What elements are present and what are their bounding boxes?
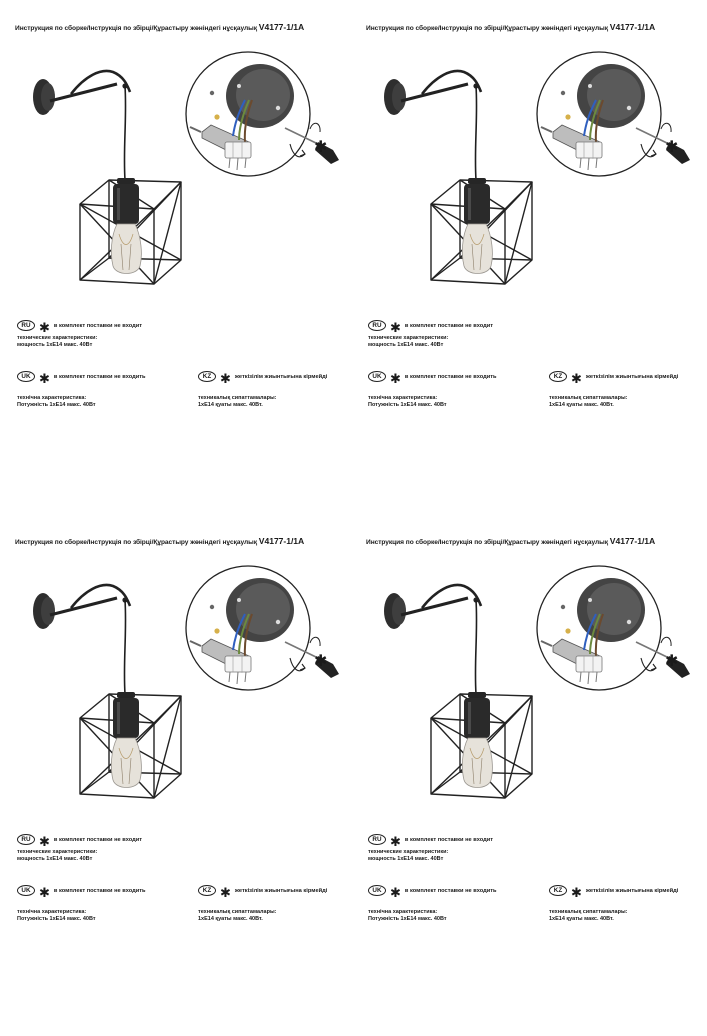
ru-spec-value: мощность 1xE14 макс. 40Вт — [17, 856, 93, 863]
star-icon: ✱ — [390, 371, 401, 386]
ru-not-included-text: в комплект поставки не входит — [53, 836, 143, 843]
ru-spec-value: мощность 1xE14 макс. 40Вт — [368, 856, 444, 863]
kz-badge: KZ — [549, 885, 567, 896]
star-icon: ✱ — [220, 885, 231, 900]
title-text: Инструкция по сборке/Інструкція по збірці/Құрастыру жөніндегі нұсқаулық — [15, 25, 259, 32]
ru-spec-value: мощность 1xE14 макс. 40Вт — [17, 342, 93, 349]
uk-spec-value: Потужність 1xE14 макс. 40Вт — [17, 402, 96, 409]
ru-not-included-text: в комплект поставки не входит — [404, 836, 494, 843]
star-icon: ✱ — [220, 371, 231, 386]
uk-not-included-text: в комплект поставки не входить — [404, 887, 497, 894]
panel-title — [366, 536, 702, 546]
instruction-panel-top-left — [13, 22, 353, 522]
ru-not-included-row — [368, 320, 494, 335]
uk-spec-value: Потужність 1xE14 макс. 40Вт — [368, 402, 447, 409]
kz-spec-title: техникалық сипаттамалары: — [549, 395, 628, 401]
uk-not-included-row — [17, 885, 146, 900]
star-icon: ✱ — [39, 320, 50, 335]
uk-specs — [17, 909, 96, 924]
star-icon: ✱ — [665, 653, 679, 670]
kz-badge: KZ — [198, 885, 216, 896]
uk-not-included-text: в комплект поставки не входить — [404, 373, 497, 380]
star-icon: ✱ — [571, 371, 582, 386]
ru-not-included-row — [17, 320, 143, 335]
ru-specs — [17, 849, 97, 864]
kz-spec-value: 1xE14 қуаты макс. 40Вт. — [549, 402, 614, 409]
ru-badge: RU — [368, 834, 386, 845]
title-text: Инструкция по сборке/Інструкція по збірці/Құрастыру жөніндегі нұсқаулық — [15, 539, 259, 546]
uk-badge: UK — [368, 371, 386, 382]
ru-badge: RU — [17, 320, 35, 331]
ru-not-included-row — [17, 834, 143, 849]
instruction-panel-top-right — [364, 22, 704, 522]
uk-spec-value: Потужність 1xE14 макс. 40Вт — [368, 916, 447, 923]
model-number: V4177-1/1A — [609, 22, 656, 32]
ru-specs — [17, 335, 97, 350]
uk-badge: UK — [17, 885, 35, 896]
title-text: Инструкция по сборке/Інструкція по збірці/Құрастыру жөніндегі нұсқаулық — [366, 539, 610, 546]
uk-badge: UK — [368, 885, 386, 896]
kz-spec-title: техникалық сипаттамалары: — [198, 909, 277, 915]
kz-spec-title: техникалық сипаттамалары: — [549, 909, 628, 915]
kz-not-included-row — [549, 885, 679, 900]
kz-specs — [198, 395, 277, 410]
kz-not-included-text: жеткізілім жиынтығына кірмейді — [585, 887, 679, 894]
ru-spec-title: технические характеристики: — [368, 849, 449, 855]
uk-not-included-row — [17, 371, 146, 386]
kz-spec-value: 1xE14 қуаты макс. 40Вт. — [549, 916, 614, 923]
ru-badge: RU — [368, 320, 386, 331]
star-icon: ✱ — [39, 834, 50, 849]
ru-badge: RU — [17, 834, 35, 845]
instruction-panel-bottom-left — [13, 536, 353, 1036]
wall-lamp-illustration — [13, 48, 353, 318]
kz-not-included-row — [198, 371, 328, 386]
uk-spec-value: Потужність 1xE14 макс. 40Вт — [17, 916, 96, 923]
star-icon: ✱ — [314, 653, 328, 670]
model-number: V4177-1/1A — [258, 536, 305, 546]
wall-lamp-illustration — [364, 48, 704, 318]
uk-specs — [17, 395, 96, 410]
kz-specs — [549, 395, 628, 410]
uk-badge: UK — [17, 371, 35, 382]
panel-title — [366, 22, 702, 32]
ru-not-included-row — [368, 834, 494, 849]
wall-lamp-illustration — [364, 562, 704, 832]
ru-specs — [368, 335, 448, 350]
wall-lamp-illustration — [13, 562, 353, 832]
kz-badge: KZ — [198, 371, 216, 382]
uk-spec-title: технічна характеристика: — [17, 395, 87, 401]
ru-spec-title: технические характеристики: — [17, 335, 98, 341]
kz-specs — [549, 909, 628, 924]
star-icon: ✱ — [314, 139, 328, 156]
star-icon: ✱ — [390, 885, 401, 900]
kz-specs — [198, 909, 277, 924]
kz-badge: KZ — [549, 371, 567, 382]
ru-not-included-text: в комплект поставки не входит — [53, 322, 143, 329]
uk-specs — [368, 909, 447, 924]
star-icon: ✱ — [390, 834, 401, 849]
panel-title — [15, 22, 351, 32]
uk-spec-title: технічна характеристика: — [368, 395, 438, 401]
kz-spec-value: 1xE14 қуаты макс. 40Вт. — [198, 916, 263, 923]
uk-spec-title: технічна характеристика: — [17, 909, 87, 915]
uk-specs — [368, 395, 447, 410]
star-icon: ✱ — [39, 371, 50, 386]
star-icon: ✱ — [665, 139, 679, 156]
kz-not-included-text: жеткізілім жиынтығына кірмейді — [585, 373, 679, 380]
star-icon: ✱ — [390, 320, 401, 335]
ru-spec-title: технические характеристики: — [368, 335, 449, 341]
ru-spec-title: технические характеристики: — [17, 849, 98, 855]
ru-spec-value: мощность 1xE14 макс. 40Вт — [368, 342, 444, 349]
kz-spec-value: 1xE14 қуаты макс. 40Вт. — [198, 402, 263, 409]
uk-not-included-row — [368, 885, 497, 900]
ru-specs — [368, 849, 448, 864]
ru-not-included-text: в комплект поставки не входит — [404, 322, 494, 329]
kz-not-included-text: жеткізілім жиынтығына кірмейді — [234, 887, 328, 894]
kz-not-included-row — [198, 885, 328, 900]
uk-not-included-row — [368, 371, 497, 386]
star-icon: ✱ — [39, 885, 50, 900]
model-number: V4177-1/1A — [609, 536, 656, 546]
kz-spec-title: техникалық сипаттамалары: — [198, 395, 277, 401]
kz-not-included-row — [549, 371, 679, 386]
instruction-panel-bottom-right — [364, 536, 704, 1036]
panel-title — [15, 536, 351, 546]
uk-not-included-text: в комплект поставки не входить — [53, 887, 146, 894]
title-text: Инструкция по сборке/Інструкція по збірці/Құрастыру жөніндегі нұсқаулық — [366, 25, 610, 32]
star-icon: ✱ — [571, 885, 582, 900]
uk-spec-title: технічна характеристика: — [368, 909, 438, 915]
kz-not-included-text: жеткізілім жиынтығына кірмейді — [234, 373, 328, 380]
uk-not-included-text: в комплект поставки не входить — [53, 373, 146, 380]
model-number: V4177-1/1A — [258, 22, 305, 32]
